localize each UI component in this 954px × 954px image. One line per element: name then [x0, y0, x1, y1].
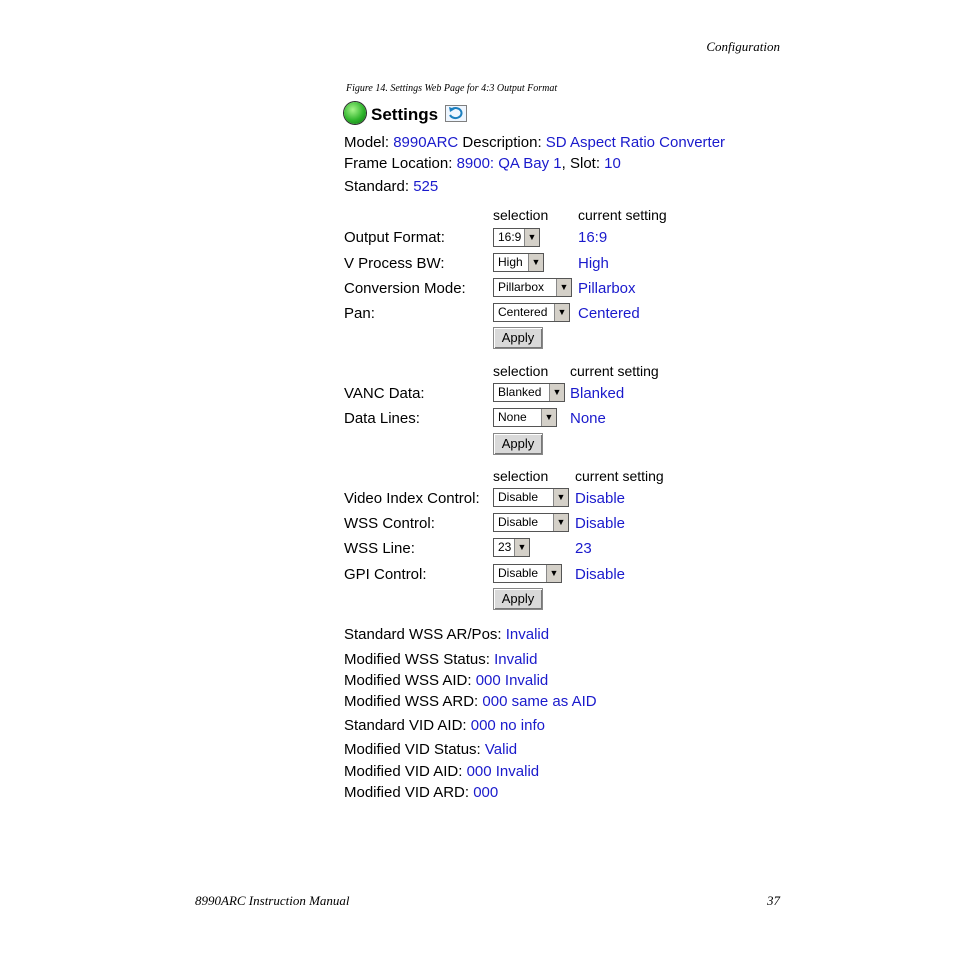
wss-control-select[interactable] — [493, 513, 569, 532]
standard-value: 525 — [413, 178, 439, 195]
status-label: Standard WSS AR/Pos: — [344, 626, 502, 643]
row-label: Conversion Mode: — [344, 280, 466, 297]
status-label: Modified WSS ARD: — [344, 693, 479, 710]
current-setting-header: current setting — [578, 207, 667, 223]
current-value: 16:9 — [578, 229, 608, 246]
row-label: V Process BW: — [344, 255, 445, 272]
page-number: 37 — [767, 893, 780, 908]
current-value: Centered — [578, 305, 640, 322]
current-value: High — [578, 255, 609, 272]
frame-location-value: 8900: QA Bay 1 — [456, 155, 562, 172]
select-value: High — [498, 255, 523, 269]
select-value: Centered — [498, 305, 548, 319]
row-label: Video Index Control: — [344, 490, 480, 507]
current-value: None — [570, 410, 606, 427]
row-label: WSS Control: — [344, 515, 435, 532]
status-line — [344, 651, 537, 669]
row-label: WSS Line: — [344, 540, 415, 557]
row-label: Output Format: — [344, 229, 445, 246]
apply-button[interactable]: Apply — [493, 327, 543, 349]
status-label: Standard VID AID: — [344, 717, 467, 734]
select-value: Disable — [498, 490, 539, 504]
status-label: Modified WSS Status: — [344, 651, 490, 668]
status-value: 000 Invalid — [475, 672, 549, 689]
v-process-bw-select[interactable] — [493, 253, 544, 272]
apply-button[interactable]: Apply — [493, 433, 543, 455]
refresh-icon[interactable] — [445, 105, 467, 122]
conversion-mode-select[interactable] — [493, 278, 572, 297]
model-value: 8990ARC — [393, 134, 459, 151]
current-value: Disable — [575, 490, 626, 507]
select-value: Pillarbox — [498, 280, 545, 294]
current-value: 23 — [575, 540, 592, 557]
output-format-select[interactable] — [493, 228, 540, 247]
status-value: 000 — [473, 784, 499, 801]
chevron-down-icon[interactable]: ▼ — [514, 539, 529, 556]
settings-title: Settings — [371, 105, 439, 124]
chevron-down-icon[interactable]: ▼ — [524, 229, 539, 246]
row-label: GPI Control: — [344, 566, 427, 583]
description-label: Description: — [462, 134, 542, 151]
current-setting-header: current setting — [570, 363, 659, 379]
status-line — [344, 763, 539, 781]
green-status-icon — [344, 102, 366, 124]
footer-manual-title: 8990ARC Instruction Manual — [195, 893, 350, 908]
row-label: VANC Data: — [344, 385, 425, 402]
wss-line-select[interactable] — [493, 538, 530, 557]
chevron-down-icon[interactable]: ▼ — [546, 565, 561, 582]
select-value: Disable — [498, 566, 539, 580]
status-value: Invalid — [494, 651, 538, 668]
status-value: 000 no info — [470, 717, 545, 734]
standard-line — [344, 178, 438, 196]
row-label: Pan: — [344, 305, 375, 322]
selection-header: selection — [493, 207, 549, 223]
status-line — [344, 626, 549, 644]
chevron-down-icon[interactable]: ▼ — [553, 489, 568, 506]
select-value: Blanked — [498, 385, 542, 399]
model-line — [344, 134, 725, 152]
current-value: Pillarbox — [578, 280, 636, 297]
current-value: Disable — [575, 515, 626, 532]
select-value: 16:9 — [498, 230, 522, 244]
pan-select[interactable] — [493, 303, 570, 322]
chevron-down-icon[interactable]: ▼ — [549, 384, 564, 401]
current-value: Disable — [575, 566, 626, 583]
data-lines-select[interactable] — [493, 408, 557, 427]
status-line — [344, 784, 498, 802]
vanc-data-select[interactable] — [493, 383, 565, 402]
current-setting-header: current setting — [575, 468, 664, 484]
select-value: None — [498, 410, 527, 424]
frame-location-line — [344, 155, 621, 173]
status-value: Invalid — [505, 626, 550, 643]
status-label: Modified VID Status: — [344, 741, 481, 758]
model-label: Model: — [344, 134, 390, 151]
frame-location-label: Frame Location: — [344, 155, 453, 172]
status-value: 000 Invalid — [466, 763, 540, 780]
status-value: 000 same as AID — [482, 693, 597, 710]
slot-label: , Slot: — [561, 155, 600, 172]
standard-label: Standard: — [344, 178, 410, 195]
status-line — [344, 672, 548, 690]
select-value: Disable — [498, 515, 539, 529]
figure-caption: Figure 14. Settings Web Page for 4:3 Output Format — [346, 83, 558, 94]
slot-value: 10 — [604, 155, 621, 172]
status-line — [344, 741, 517, 759]
status-label: Modified VID ARD: — [344, 784, 470, 801]
current-value: Blanked — [570, 385, 625, 402]
chevron-down-icon[interactable]: ▼ — [553, 514, 568, 531]
chevron-down-icon[interactable]: ▼ — [554, 304, 569, 321]
description-value: SD Aspect Ratio Converter — [545, 134, 726, 151]
chevron-down-icon[interactable]: ▼ — [528, 254, 543, 271]
row-label: Data Lines: — [344, 410, 420, 427]
status-line — [344, 693, 597, 711]
selection-header: selection — [493, 468, 549, 484]
gpi-control-select[interactable] — [493, 564, 562, 583]
status-value: Valid — [484, 741, 518, 758]
page-section-header: Configuration — [706, 39, 780, 54]
status-line — [344, 717, 545, 735]
selection-header: selection — [493, 363, 549, 379]
select-value: 23 — [498, 540, 512, 554]
video-index-control-select[interactable] — [493, 488, 569, 507]
status-label: Modified WSS AID: — [344, 672, 472, 689]
status-label: Modified VID AID: — [344, 763, 463, 780]
chevron-down-icon[interactable]: ▼ — [556, 279, 571, 296]
chevron-down-icon[interactable]: ▼ — [541, 409, 556, 426]
apply-button[interactable]: Apply — [493, 588, 543, 610]
